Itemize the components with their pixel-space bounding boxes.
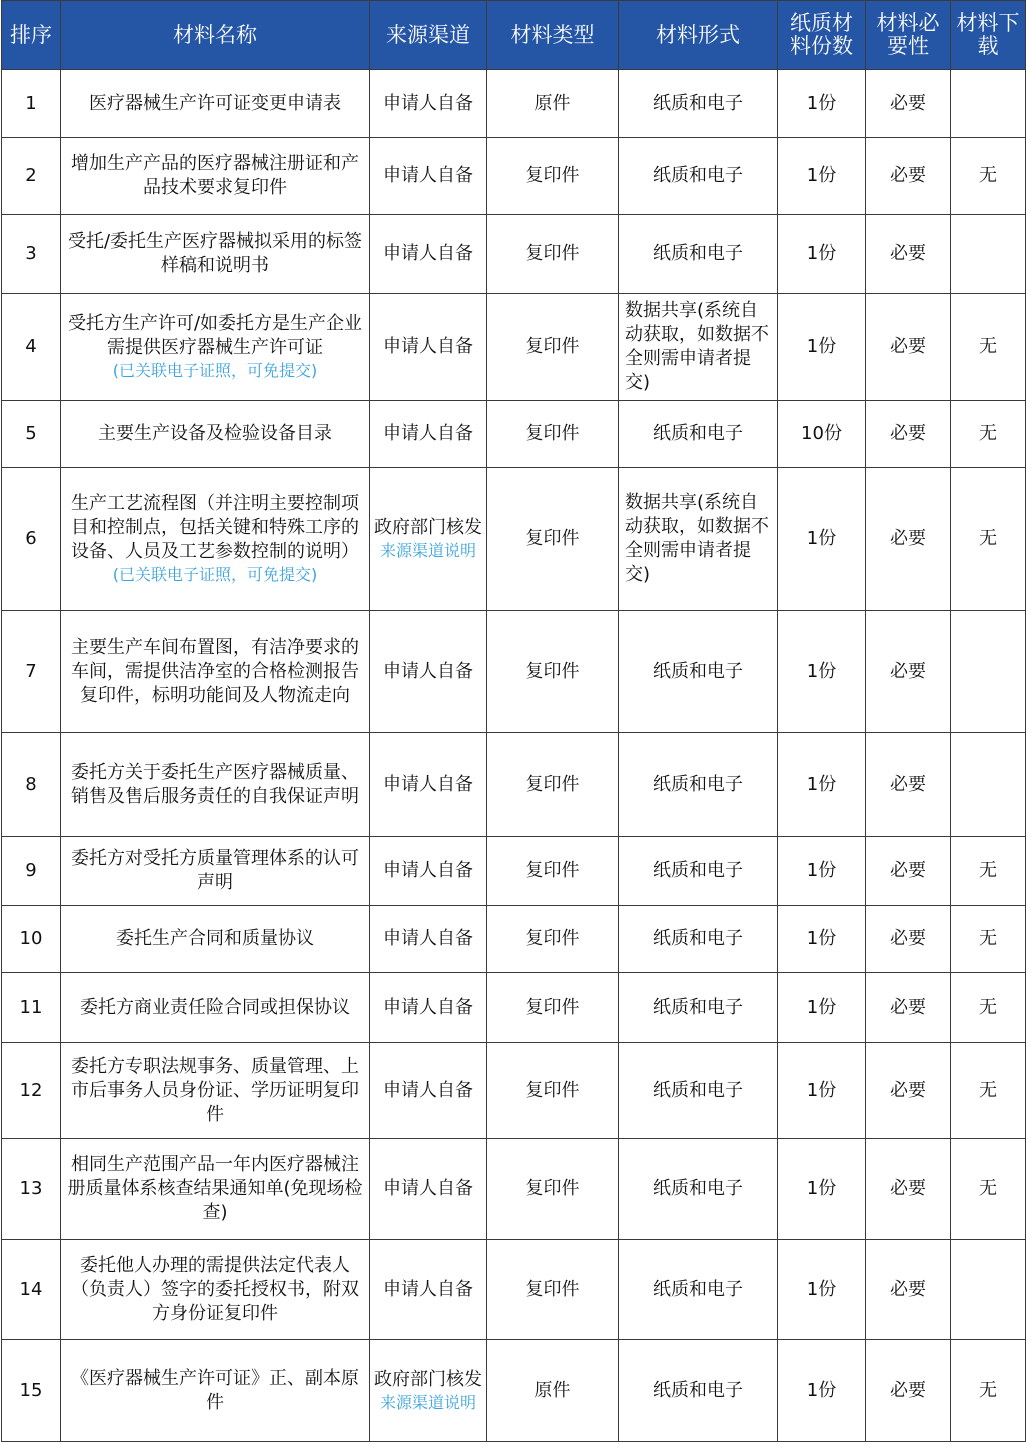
source-channel: 申请人自备 <box>383 996 473 1018</box>
material-name: 主要生产车间布置图，有洁净要求的车间，需提供洁净室的合格检测报告复印件，标明功能间及人物流走向 <box>71 636 359 706</box>
material-download: 无 <box>951 1139 1026 1240</box>
material-download <box>951 733 1026 837</box>
material-form: 纸质和电子 <box>619 611 778 733</box>
necessity: 必要 <box>866 138 951 215</box>
paper-copies: 1份 <box>778 1340 866 1442</box>
paper-copies: 1份 <box>778 215 866 294</box>
necessity: 必要 <box>866 733 951 837</box>
paper-copies: 1份 <box>778 70 866 138</box>
source-cell <box>370 733 487 837</box>
material-form: 纸质和电子 <box>619 1240 778 1340</box>
row-index: 8 <box>2 733 61 837</box>
material-name-cell <box>61 70 370 138</box>
material-name-cell <box>61 468 370 611</box>
table-header <box>2 1 1026 70</box>
material-name: 相同生产范围产品一年内医疗器械注册质量体系核查结果通知单(免现场检查) <box>67 1154 363 1223</box>
table-row <box>2 1340 1026 1442</box>
material-download: 无 <box>951 294 1026 401</box>
header-type: 材料类型 <box>487 1 619 70</box>
paper-copies: 1份 <box>778 906 866 973</box>
necessity: 必要 <box>866 215 951 294</box>
paper-copies: 1份 <box>778 138 866 215</box>
material-type: 复印件 <box>487 468 619 611</box>
table-body <box>2 70 1026 1442</box>
row-index: 14 <box>2 1240 61 1340</box>
material-type: 复印件 <box>487 138 619 215</box>
material-name-cell <box>61 401 370 468</box>
necessity: 必要 <box>866 1043 951 1139</box>
source-channel: 申请人自备 <box>383 1079 473 1101</box>
material-type: 复印件 <box>487 401 619 468</box>
material-download: 无 <box>951 837 1026 906</box>
material-name-cell <box>61 973 370 1043</box>
material-type: 原件 <box>487 1340 619 1442</box>
necessity: 必要 <box>866 1340 951 1442</box>
material-type: 复印件 <box>487 1240 619 1340</box>
material-form: 纸质和电子 <box>619 1043 778 1139</box>
material-name-cell <box>61 1240 370 1340</box>
material-name: 委托他人办理的需提供法定代表人（负责人）签字的委托授权书，附双方身份证复印件 <box>71 1254 359 1324</box>
source-channel: 申请人自备 <box>383 165 473 186</box>
material-download: 无 <box>951 1043 1026 1139</box>
material-form: 纸质和电子 <box>619 70 778 138</box>
material-name-cell <box>61 733 370 837</box>
material-name-cell <box>61 1043 370 1139</box>
necessity: 必要 <box>866 401 951 468</box>
necessity: 必要 <box>866 611 951 733</box>
source-cell <box>370 837 487 906</box>
material-download: 无 <box>951 401 1026 468</box>
material-download: 无 <box>951 1340 1026 1442</box>
material-name: 《医疗器械生产许可证》正、副本原件 <box>71 1367 359 1413</box>
table-row <box>2 733 1026 837</box>
material-type: 复印件 <box>487 1043 619 1139</box>
source-cell <box>370 401 487 468</box>
material-download <box>951 611 1026 733</box>
material-name: 医疗器械生产许可证变更申请表 <box>89 92 341 114</box>
source-channel: 政府部门核发 <box>374 517 482 538</box>
table-row <box>2 215 1026 294</box>
row-index: 15 <box>2 1340 61 1442</box>
source-channel: 申请人自备 <box>383 860 473 881</box>
source-cell <box>370 1340 487 1442</box>
material-type: 复印件 <box>487 294 619 401</box>
header-required: 材料必要性 <box>866 1 951 70</box>
material-name: 委托方专职法规事务、质量管理、上市后事务人员身份证、学历证明复印件 <box>71 1055 359 1125</box>
source-channel: 申请人自备 <box>383 928 473 949</box>
row-index: 4 <box>2 294 61 401</box>
row-index: 11 <box>2 973 61 1043</box>
necessity: 必要 <box>866 973 951 1043</box>
row-index: 12 <box>2 1043 61 1139</box>
header-name: 材料名称 <box>61 1 370 70</box>
source-cell <box>370 906 487 973</box>
header-row <box>2 1 1026 70</box>
source-cell <box>370 973 487 1043</box>
material-form: 纸质和电子 <box>619 973 778 1043</box>
header-copies: 纸质材料份数 <box>778 1 866 70</box>
paper-copies: 1份 <box>778 733 866 837</box>
row-index: 6 <box>2 468 61 611</box>
material-name: 委托方对受托方质量管理体系的认可声明 <box>71 848 359 893</box>
material-name-cell <box>61 906 370 973</box>
material-download: 无 <box>951 468 1026 611</box>
source-channel: 申请人自备 <box>383 1278 473 1300</box>
material-form: 纸质和电子 <box>619 1340 778 1442</box>
source-cell <box>370 215 487 294</box>
source-cell <box>370 138 487 215</box>
material-name-cell <box>61 837 370 906</box>
material-form: 数据共享(系统自动获取，如数据不全则需申请者提交) <box>619 468 778 611</box>
material-name: 受托/委托生产医疗器械拟采用的标签样稿和说明书 <box>67 231 363 276</box>
material-name: 生产工艺流程图（并注明主要控制项目和控制点，包括关键和特殊工序的设备、人员及工艺参数控制的说明） <box>71 493 359 562</box>
row-index: 9 <box>2 837 61 906</box>
paper-copies: 1份 <box>778 1240 866 1340</box>
table-row <box>2 906 1026 973</box>
row-index: 13 <box>2 1139 61 1240</box>
material-download <box>951 70 1026 138</box>
material-type: 复印件 <box>487 611 619 733</box>
table-row <box>2 401 1026 468</box>
necessity: 必要 <box>866 294 951 401</box>
paper-copies: 10份 <box>778 401 866 468</box>
material-form: 纸质和电子 <box>619 733 778 837</box>
source-channel: 申请人自备 <box>383 1178 473 1199</box>
row-index: 1 <box>2 70 61 138</box>
material-type: 复印件 <box>487 837 619 906</box>
paper-copies: 1份 <box>778 1043 866 1139</box>
row-index: 2 <box>2 138 61 215</box>
source-cell <box>370 1240 487 1340</box>
materials-table <box>1 0 1026 1442</box>
table-row <box>2 611 1026 733</box>
source-channel: 申请人自备 <box>383 243 473 264</box>
source-cell <box>370 611 487 733</box>
material-name-cell <box>61 1340 370 1442</box>
table-row <box>2 294 1026 401</box>
necessity: 必要 <box>866 906 951 973</box>
material-download: 无 <box>951 973 1026 1043</box>
material-name-cell <box>61 1139 370 1240</box>
material-type: 复印件 <box>487 1139 619 1240</box>
row-index: 5 <box>2 401 61 468</box>
material-type: 原件 <box>487 70 619 138</box>
material-name-cell <box>61 294 370 401</box>
material-download <box>951 215 1026 294</box>
material-name-cell <box>61 611 370 733</box>
source-cell <box>370 294 487 401</box>
paper-copies: 1份 <box>778 837 866 906</box>
material-name-cell <box>61 215 370 294</box>
source-channel: 申请人自备 <box>383 773 473 795</box>
material-name-cell <box>61 138 370 215</box>
material-type: 复印件 <box>487 973 619 1043</box>
e-license-note: (已关联电子证照，可免提交) <box>112 361 318 380</box>
table-row <box>2 468 1026 611</box>
material-name: 增加生产产品的医疗器械注册证和产品技术要求复印件 <box>71 153 359 198</box>
e-license-note: (已关联电子证照，可免提交) <box>112 565 318 584</box>
source-channel: 政府部门核发 <box>374 1368 482 1390</box>
material-form: 纸质和电子 <box>619 138 778 215</box>
paper-copies: 1份 <box>778 468 866 611</box>
material-form: 纸质和电子 <box>619 906 778 973</box>
header-index: 排序 <box>2 1 61 70</box>
source-channel: 申请人自备 <box>383 660 473 682</box>
necessity: 必要 <box>866 837 951 906</box>
material-name: 主要生产设备及检验设备目录 <box>98 423 332 444</box>
paper-copies: 1份 <box>778 973 866 1043</box>
material-download <box>951 1240 1026 1340</box>
paper-copies: 1份 <box>778 611 866 733</box>
necessity: 必要 <box>866 1240 951 1340</box>
material-name: 委托方关于委托生产医疗器械质量、销售及售后服务责任的自我保证声明 <box>71 761 359 807</box>
material-form: 纸质和电子 <box>619 1139 778 1240</box>
material-type: 复印件 <box>487 906 619 973</box>
table-row <box>2 837 1026 906</box>
paper-copies: 1份 <box>778 294 866 401</box>
source-channel: 申请人自备 <box>383 92 473 114</box>
material-download: 无 <box>951 906 1026 973</box>
source-cell <box>370 1139 487 1240</box>
material-form: 纸质和电子 <box>619 401 778 468</box>
material-name: 受托方生产许可/如委托方是生产企业需提供医疗器械生产许可证 <box>67 313 363 358</box>
table-row <box>2 1240 1026 1340</box>
necessity: 必要 <box>866 70 951 138</box>
material-name: 委托方商业责任险合同或担保协议 <box>80 996 350 1018</box>
header-download: 材料下载 <box>951 1 1026 70</box>
table-row <box>2 1139 1026 1240</box>
source-cell <box>370 70 487 138</box>
necessity: 必要 <box>866 1139 951 1240</box>
source-cell <box>370 468 487 611</box>
material-type: 复印件 <box>487 215 619 294</box>
table-row <box>2 70 1026 138</box>
material-download: 无 <box>951 138 1026 215</box>
row-index: 3 <box>2 215 61 294</box>
material-form: 纸质和电子 <box>619 215 778 294</box>
material-form: 纸质和电子 <box>619 837 778 906</box>
source-explanation-link[interactable]: 来源渠道说明 <box>379 1392 476 1412</box>
material-form: 数据共享(系统自动获取，如数据不全则需申请者提交) <box>619 294 778 401</box>
source-cell <box>370 1043 487 1139</box>
header-source: 来源渠道 <box>370 1 487 70</box>
table-row <box>2 973 1026 1043</box>
material-type: 复印件 <box>487 733 619 837</box>
source-channel: 申请人自备 <box>383 336 473 357</box>
source-explanation-link[interactable]: 来源渠道说明 <box>379 541 476 560</box>
row-index: 10 <box>2 906 61 973</box>
necessity: 必要 <box>866 468 951 611</box>
source-channel: 申请人自备 <box>383 423 473 444</box>
material-name: 委托生产合同和质量协议 <box>116 928 314 949</box>
table-row <box>2 1043 1026 1139</box>
header-form: 材料形式 <box>619 1 778 70</box>
row-index: 7 <box>2 611 61 733</box>
paper-copies: 1份 <box>778 1139 866 1240</box>
table-row <box>2 138 1026 215</box>
